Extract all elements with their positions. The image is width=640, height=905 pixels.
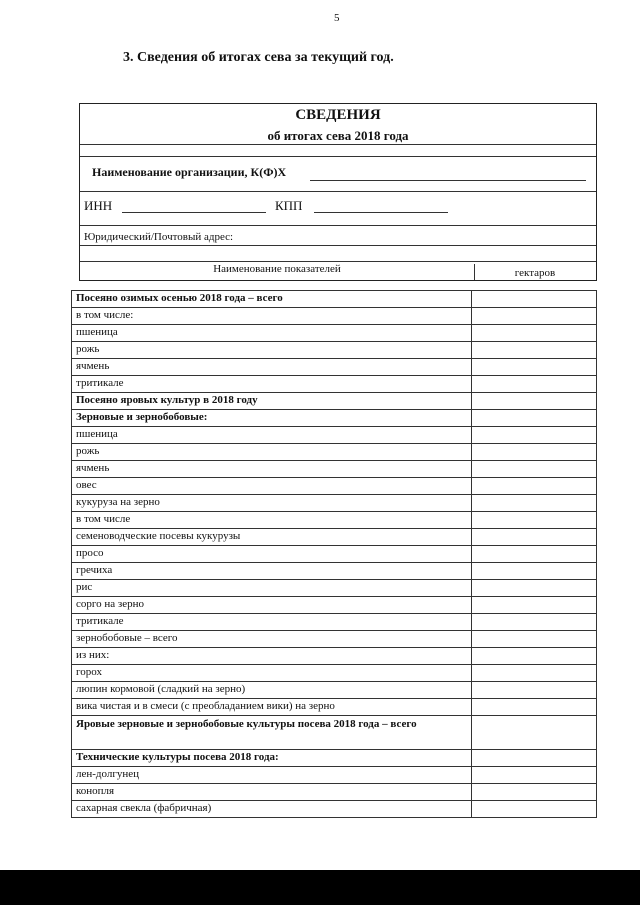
table-row xyxy=(72,767,597,784)
indicator-label: зернобобовые – всего xyxy=(72,631,472,648)
indicator-label: из них: xyxy=(72,648,472,665)
table-row xyxy=(72,699,597,716)
hectares-cell[interactable] xyxy=(472,291,597,308)
indicator-label: пшеница xyxy=(72,325,472,342)
indicator-label: рожь xyxy=(72,342,472,359)
table-row xyxy=(72,427,597,444)
divider xyxy=(80,225,596,226)
kpp-field[interactable] xyxy=(314,212,448,213)
hectares-cell[interactable] xyxy=(472,444,597,461)
indicator-label: ячмень xyxy=(72,461,472,478)
divider xyxy=(80,245,596,246)
table-row xyxy=(72,750,597,767)
table-row xyxy=(72,784,597,801)
table-row xyxy=(72,308,597,325)
hectares-cell[interactable] xyxy=(472,325,597,342)
hectares-cell[interactable] xyxy=(472,427,597,444)
indicator-label: Посеяно яровых культур в 2018 году xyxy=(72,393,472,410)
indicator-label: семеноводческие посевы кукурузы xyxy=(72,529,472,546)
indicator-label: Яровые зерновые и зернобобовые культуры посева 2018 года – всего xyxy=(72,716,472,750)
indicator-label: Посеяно озимых осенью 2018 года – всего xyxy=(72,291,472,308)
indicator-label: сорго на зерно xyxy=(72,597,472,614)
address-label: Юридический/Почтовый адрес: xyxy=(84,231,234,243)
table-row xyxy=(72,665,597,682)
table-row xyxy=(72,495,597,512)
hectares-cell[interactable] xyxy=(472,308,597,325)
table-row xyxy=(72,376,597,393)
indicator-label: овес xyxy=(72,478,472,495)
table-row xyxy=(72,614,597,631)
indicator-label: ячмень xyxy=(72,359,472,376)
indicator-label: пшеница xyxy=(72,427,472,444)
form-title: СВЕДЕНИЯ xyxy=(295,107,381,123)
hectares-cell[interactable] xyxy=(472,665,597,682)
org-name-label: Наименование организации, К(Ф)Х xyxy=(92,165,287,179)
hectares-cell[interactable] xyxy=(472,648,597,665)
hectares-cell[interactable] xyxy=(472,750,597,767)
hectares-cell[interactable] xyxy=(472,461,597,478)
hectares-cell[interactable] xyxy=(472,682,597,699)
divider xyxy=(80,156,596,157)
table-row xyxy=(72,325,597,342)
hectares-cell[interactable] xyxy=(472,767,597,784)
indicator-label: конопля xyxy=(72,784,472,801)
indicator-label: Технические культуры посева 2018 года: xyxy=(72,750,472,767)
hectares-cell[interactable] xyxy=(472,784,597,801)
hectares-cell[interactable] xyxy=(472,342,597,359)
indicator-label: горох xyxy=(72,665,472,682)
org-name-field[interactable] xyxy=(310,180,586,181)
table-row xyxy=(72,648,597,665)
table-row xyxy=(72,597,597,614)
scan-border xyxy=(0,870,640,905)
table-row xyxy=(72,291,597,308)
inn-label: ИНН xyxy=(84,198,113,213)
hectares-cell[interactable] xyxy=(472,716,597,750)
table-row xyxy=(72,410,597,427)
table-row xyxy=(72,716,597,750)
table-row xyxy=(72,393,597,410)
indicator-label: тритикале xyxy=(72,614,472,631)
form-header-box xyxy=(79,103,597,281)
hectares-cell[interactable] xyxy=(472,393,597,410)
hectares-cell[interactable] xyxy=(472,580,597,597)
hectares-cell[interactable] xyxy=(472,495,597,512)
indicator-label: просо xyxy=(72,546,472,563)
kpp-label: КПП xyxy=(275,198,303,213)
hectares-cell[interactable] xyxy=(472,512,597,529)
hectares-cell[interactable] xyxy=(472,614,597,631)
divider xyxy=(80,191,596,192)
table-row xyxy=(72,359,597,376)
table-row xyxy=(72,512,597,529)
column-header-indicator: Наименование показателей xyxy=(213,263,341,275)
hectares-cell[interactable] xyxy=(472,597,597,614)
sowing-table xyxy=(71,290,597,818)
form-subtitle: об итогах сева 2018 года xyxy=(267,128,409,143)
indicator-label: Зерновые и зернобобовые: xyxy=(72,410,472,427)
hectares-cell[interactable] xyxy=(472,359,597,376)
hectares-cell[interactable] xyxy=(472,478,597,495)
table-row xyxy=(72,529,597,546)
indicator-label: вика чистая и в смеси (с преобладанием вики) на зерно xyxy=(72,699,472,716)
page-number: 5 xyxy=(334,12,340,24)
table-row xyxy=(72,801,597,818)
inn-field[interactable] xyxy=(122,212,266,213)
divider xyxy=(80,261,596,262)
hectares-cell[interactable] xyxy=(472,563,597,580)
hectares-cell[interactable] xyxy=(472,376,597,393)
indicator-label: тритикале xyxy=(72,376,472,393)
hectares-cell[interactable] xyxy=(472,631,597,648)
hectares-cell[interactable] xyxy=(472,410,597,427)
indicator-label: в том числе: xyxy=(72,308,472,325)
hectares-cell[interactable] xyxy=(472,529,597,546)
hectares-cell[interactable] xyxy=(472,801,597,818)
table-row xyxy=(72,631,597,648)
table-row xyxy=(72,563,597,580)
indicator-label: в том числе xyxy=(72,512,472,529)
table-row xyxy=(72,478,597,495)
hectares-cell[interactable] xyxy=(472,699,597,716)
hectares-cell[interactable] xyxy=(472,546,597,563)
column-header-hectares: гектаров xyxy=(514,267,556,279)
indicator-label: гречиха xyxy=(72,563,472,580)
table-row xyxy=(72,444,597,461)
table-row xyxy=(72,342,597,359)
indicator-label: люпин кормовой (сладкий на зерно) xyxy=(72,682,472,699)
section-heading: 3. Сведения об итогах сева за текущий год. xyxy=(123,50,394,65)
indicator-label: сахарная свекла (фабричная) xyxy=(72,801,472,818)
table-row xyxy=(72,682,597,699)
table-row xyxy=(72,461,597,478)
indicator-label: кукуруза на зерно xyxy=(72,495,472,512)
indicator-label: рис xyxy=(72,580,472,597)
indicator-label: лен-долгунец xyxy=(72,767,472,784)
indicator-label: рожь xyxy=(72,444,472,461)
divider xyxy=(80,144,596,145)
table-row xyxy=(72,546,597,563)
table-row xyxy=(72,580,597,597)
